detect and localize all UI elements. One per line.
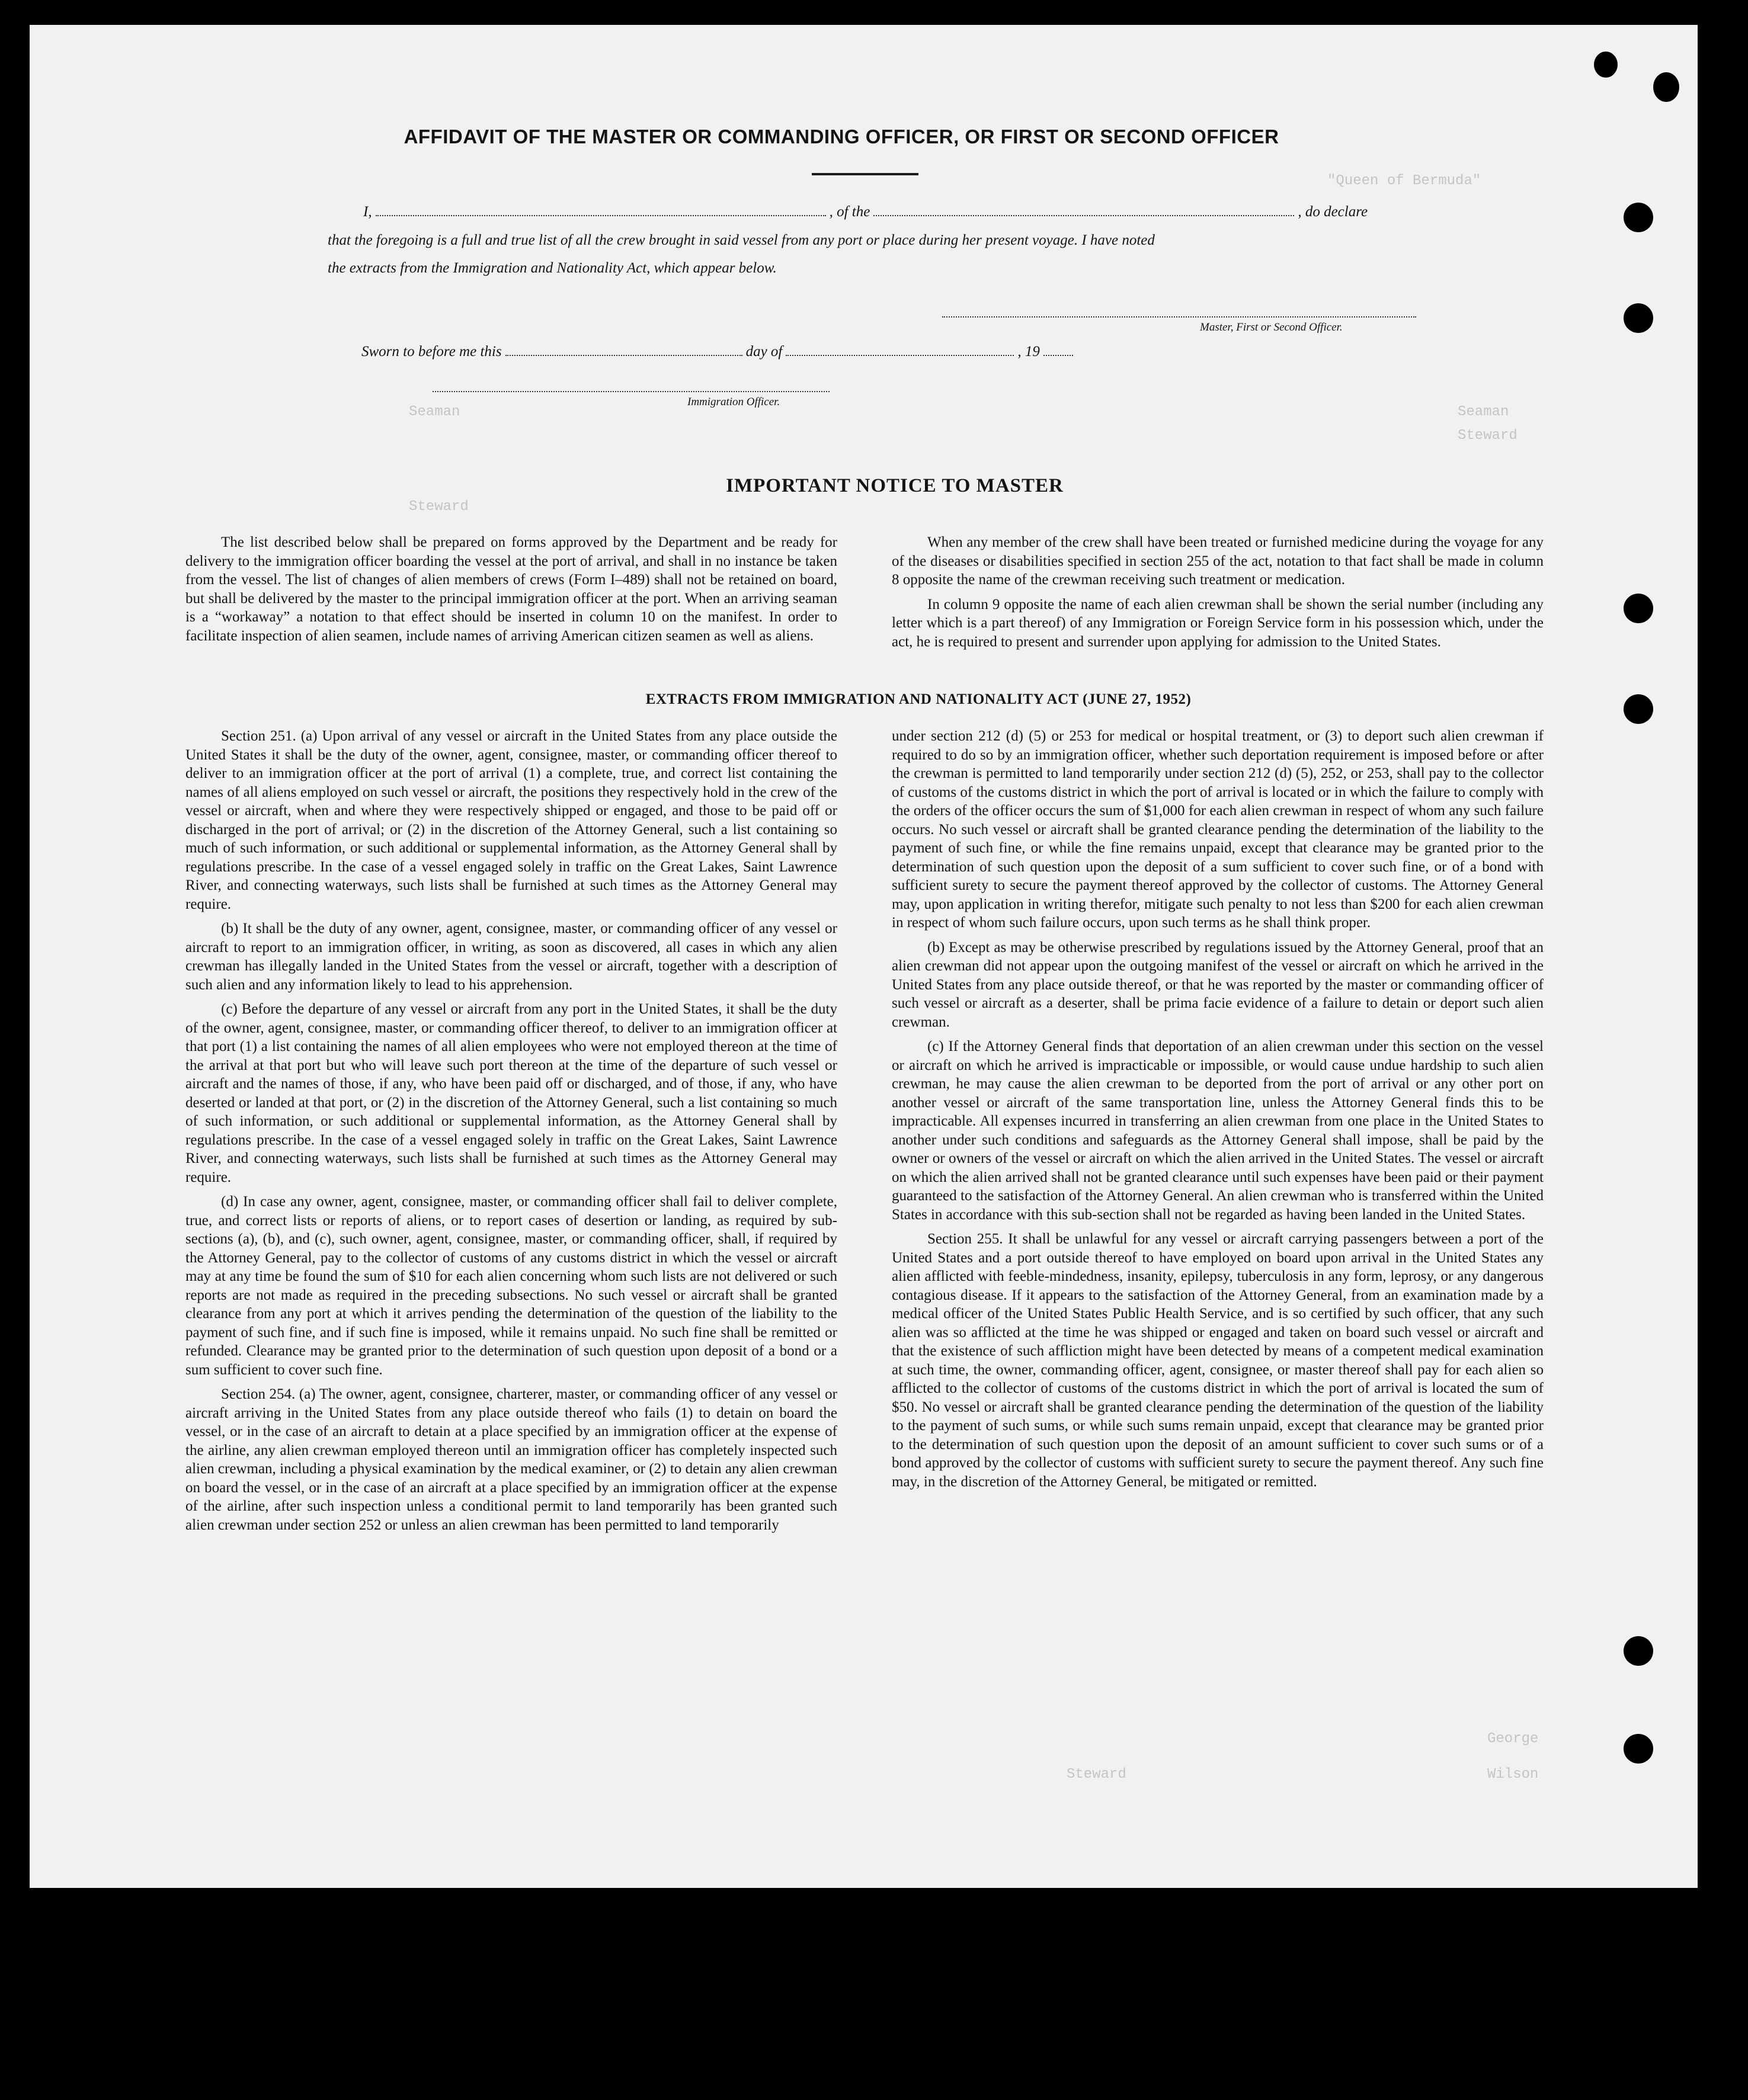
- notice-paragraph: When any member of the crew shall have been treated or furnished medicine during the voyage for any of the diseases or disabilities specified in section 255 of the act, notation to that fact shall be made in column 8 opposite the name of the crewman receiving such treatment or medication.: [892, 534, 1544, 588]
- bleed-text: Steward: [409, 499, 469, 515]
- punch-hole: [1624, 203, 1653, 232]
- section-paragraph: under section 212 (d) (5) or 253 for medical or hospital treatment, or (3) to deport such alien crewman if required to do so by an immigration officer, whether such deportation requirement is imposed before or after the crewman is permitted to land temporarily under section 212 (d) (5), 252, or 253, shall pay to the collector of customs of the customs district in which the port of arrival is located or in which the failure to comply with the orders of the officer occurs the sum of $1,000 for each alien crewman in respect of whom any such failure occurs. No such vessel or aircraft shall be granted clearance pending the determination of the liability to the payment of such fine, or while the fine remains unpaid, except that clearance may be granted prior to the determination of such question upon the deposit of a sum sufficient to cover such fine, or of a bond with sufficient surety to secure the payment thereof approved by the collector of customs. The Attorney General may, upon application in writing therefor, mitigate such penalty to not less than $200 for each alien crewman in respect of whom such failure occurs, upon such terms as he shall think proper.: [892, 728, 1544, 931]
- punch-hole: [1624, 303, 1653, 333]
- year-label: , 19: [1017, 344, 1040, 360]
- punch-hole: [1624, 694, 1653, 724]
- declaration-line-3: the extracts from the Immigration and Nationality Act, which appear below.: [328, 260, 777, 276]
- sworn-day-field[interactable]: [505, 355, 742, 356]
- declaration-line-1: [363, 204, 1368, 220]
- bleed-text: Seaman: [409, 404, 460, 420]
- do-declare-label: , do declare: [1298, 204, 1368, 220]
- day-of-label: day of: [745, 344, 783, 360]
- title-rule: [812, 173, 918, 175]
- i-label: I,: [363, 204, 372, 220]
- punch-hole: [1624, 594, 1653, 623]
- punch-hole: [1653, 72, 1679, 102]
- section-paragraph: (d) In case any owner, agent, consignee, master, or commanding officer shall fail to deliver complete, true, and correct lists or reports of aliens, or to report cases of desertion or landing, as required by sub-sections (a), (b), and (c), such owner, agent, consignee, master, or commanding officer, shall, if required by the Attorney General, pay to the collector of customs of any customs district in which the vessel or aircraft may at any time be found the sum of $10 for each alien concerning whom such lists are not delivered or such reports are not made as required in the preceding subsections. No such vessel or aircraft shall be granted clearance from any port at which it arrives pending the determination of the question of the liability to the payment of such fine, and if such fine is imposed, while it remains unpaid. No such fine shall be remitted or refunded. Clearance may be granted prior to the determination of such question upon deposit of a bond or a sum sufficient to cover such fine.: [185, 1194, 837, 1378]
- notice-left-column: [185, 533, 837, 651]
- officer-signature-label: Immigration Officer.: [687, 396, 780, 408]
- bleed-text: Steward: [1458, 428, 1518, 444]
- of-the-label: , of the: [829, 204, 870, 220]
- bleed-text: Steward: [1067, 1766, 1126, 1782]
- extracts-title: EXTRACTS FROM IMMIGRATION AND NATIONALITY ACT (JUNE 27, 1952): [645, 691, 1192, 707]
- bleed-text: "Queen of Bermuda": [1327, 173, 1481, 189]
- punch-hole: [1624, 1734, 1653, 1764]
- section-paragraph: Section 254. (a) The owner, agent, consignee, charterer, master, or commanding officer of any vessel or aircraft arriving in the United States from any place outside thereof who fails (1) to detain on board the vessel, or in the case of an aircraft to detain at a place specified by an immigration officer at the expense of the airline, any alien crewman employed thereon until an immigration officer has completely inspected such alien crewman, including a physical examination by the medical examiner, or (2) to detain any alien crewman on board the vessel, or in the case of an aircraft at a place specified by an immigration officer at the expense of the airline, after such inspection unless a conditional permit to land temporarily has been granted such alien crewman under section 252 or unless an alien crewman has been permitted to land temporarily: [185, 1386, 837, 1533]
- notice-paragraph: The list described below shall be prepared on forms approved by the Department and be ready for delivery to the immigration officer boarding the vessel at the port of arrival, and shall in no instance be taken from the vessel. The list of changes of alien members of crews (Form I–489) shall not be retained on board, but shall be delivered by the master to the principal immigration officer at the port. When an arriving seaman is a “workaway” a notation to that effect should be inserted in column 10 on the manifest. In order to facilitate inspection of alien seamen, include names of arriving American citizen seamen as well as aliens.: [185, 534, 837, 644]
- section-paragraph: (b) Except as may be otherwise prescribed by regulations issued by the Attorney General, proof that an alien crewman did not appear upon the outgoing manifest of the vessel or aircraft on which he arrived in the United States from any place outside thereof, or that he was reported by the master or commanding officer of such vessel or aircraft as a deserter, shall be prima facie evidence of a failure to detain or deport such alien crewman.: [892, 939, 1544, 1030]
- declaration-line-2: that the foregoing is a full and true list of all the crew brought in said vessel from any port or place during her present voyage. I have noted: [328, 232, 1155, 248]
- sworn-month-field[interactable]: [786, 355, 1014, 356]
- name-field[interactable]: [376, 215, 826, 216]
- extracts-right-column: [892, 727, 1544, 1497]
- notice-paragraph: In column 9 opposite the name of each alien crewman shall be shown the serial number (including any letter which is a part thereof) of any Immigration or Foreign Service form in his possession which, under the act, he is required to present and surrender upon applying for admission to the United States.: [892, 596, 1544, 650]
- bleed-text: Seaman: [1458, 404, 1509, 420]
- extracts-left-column: [185, 727, 837, 1540]
- master-signature-label: Master, First or Second Officer.: [1200, 321, 1343, 334]
- section-paragraph: Section 251. (a) Upon arrival of any vessel or aircraft in the United States from any place outside the United States it shall be the duty of the owner, agent, consignee, master, or commanding officer thereof to deliver to an immigration officer at the port of arrival (1) a complete, true, and correct list containing the names of all aliens employed on such vessel or aircraft, the positions they respectively hold in the crew of the vessel or aircraft, when and where they were respectively shipped or engaged, and those to be paid off or discharged in the port of arrival; or (2) in the discretion of the Attorney General, such a list containing so much of such information, or such additional or supplemental information, as the Attorney General shall by regulations prescribe. In the case of a vessel engaged solely in traffic on the Great Lakes, Saint Lawrence River, and connecting waterways, such lists shall be furnished at such times as the Attorney General may require.: [185, 728, 837, 912]
- affidavit-title: AFFIDAVIT OF THE MASTER OR COMMANDING OFFICER, OR FIRST OR SECOND OFFICER: [404, 126, 1279, 148]
- punch-hole: [1594, 52, 1618, 78]
- master-signature-line[interactable]: [942, 316, 1416, 318]
- bleed-text: George: [1487, 1731, 1539, 1747]
- vessel-field[interactable]: [873, 215, 1294, 216]
- section-paragraph: (c) If the Attorney General finds that deportation of an alien crewman under this section on the vessel or aircraft on which he arrived is impracticable or impossible, or would cause undue hardship to such alien crewman, he may cause the alien crewman to be deported from the port of arrival or any other port on another vessel or aircraft of the same transportation line, unless the Attorney General finds this to be impracticable. All expenses incurred in transferring an alien crewman from one place in the United States to another under such conditions and safeguards as the Attorney General shall impose, shall be paid by the owner or owners of the vessel or aircraft on which the alien arrived in the United States. The vessel or aircraft on which the alien arrived shall not be granted clearance until such expenses have been paid or their payment guaranteed to the satisfaction of the Attorney General. An alien crewman who is transferred within the United States in accordance with this sub-section shall not be regarded as having been landed in the United States.: [892, 1038, 1544, 1223]
- sworn-label: Sworn to before me this: [361, 344, 502, 360]
- punch-hole: [1624, 1636, 1653, 1666]
- section-paragraph: (c) Before the departure of any vessel or aircraft from any port in the United States, it shall be the duty of the owner, agent, consignee, master, or commanding officer thereof, to deliver to an immigration officer at that port (1) a list containing the names of all alien employees who were not employed thereon at the time of the arrival at that port but who will leave such port thereon at the time of the departure of such vessel or aircraft and the names of those, if any, who have been paid off or discharged, and of those, if any, who have deserted or landed at that port, or (2) in the discretion of the Attorney General, such a list containing so much of such information, or such additional or supplemental information, as the Attorney General shall by regulations prescribe. In the case of a vessel engaged solely in traffic on the Great Lakes, Saint Lawrence River, and connecting waterways, such lists shall be furnished at such times as the Attorney General may require.: [185, 1001, 837, 1185]
- sworn-line: [361, 344, 1077, 360]
- section-paragraph: Section 255. It shall be unlawful for any vessel or aircraft carrying passengers between a port of the United States and a port outside thereof to have employed on board upon arrival in the United States any alien afflicted with feeble-mindedness, insanity, epilepsy, tuberculosis in any form, leprosy, or any dangerous contagious disease. If it appears to the satisfaction of the Attorney General, from an examination made by a medical officer of the United States Public Health Service, and is so certified by such officer, that any such alien was so afflicted at the time he was shipped or engaged and taken on board such vessel or aircraft and that the existence of such affliction might have been detected by means of a competent medical examination at such time, the owner, commanding officer, agent, consignee, or master thereof shall pay for each alien so afflicted to the collector of customs of the customs district in which the port of arrival is located the sum of $50. No vessel or aircraft shall be granted clearance pending the determination of the question of the liability to the payment of such sums, or while such sums remain unpaid, except that clearance may be granted prior to the determination of such question upon the deposit of an amount sufficient to cover such sums or of a bond approved by the collector of customs with sufficient surety to secure the payment thereof. Any such fine may, in the discretion of the Attorney General, be mitigated or remitted.: [892, 1231, 1544, 1490]
- section-paragraph: (b) It shall be the duty of any owner, agent, consignee, master, or commanding officer of any vessel or aircraft to report to an immigration officer, in writing, as soon as discovered, all cases in which any alien crewman has illegally landed in the United States from the vessel or aircraft, together with a description of such alien and any information likely to lead to his apprehension.: [185, 921, 837, 993]
- document-page: [30, 25, 1698, 1888]
- officer-signature-line[interactable]: [433, 391, 830, 392]
- notice-title: IMPORTANT NOTICE TO MASTER: [726, 475, 1064, 496]
- bleed-text: Wilson: [1487, 1766, 1539, 1782]
- notice-right-column: [892, 533, 1544, 657]
- year-field[interactable]: [1043, 355, 1073, 356]
